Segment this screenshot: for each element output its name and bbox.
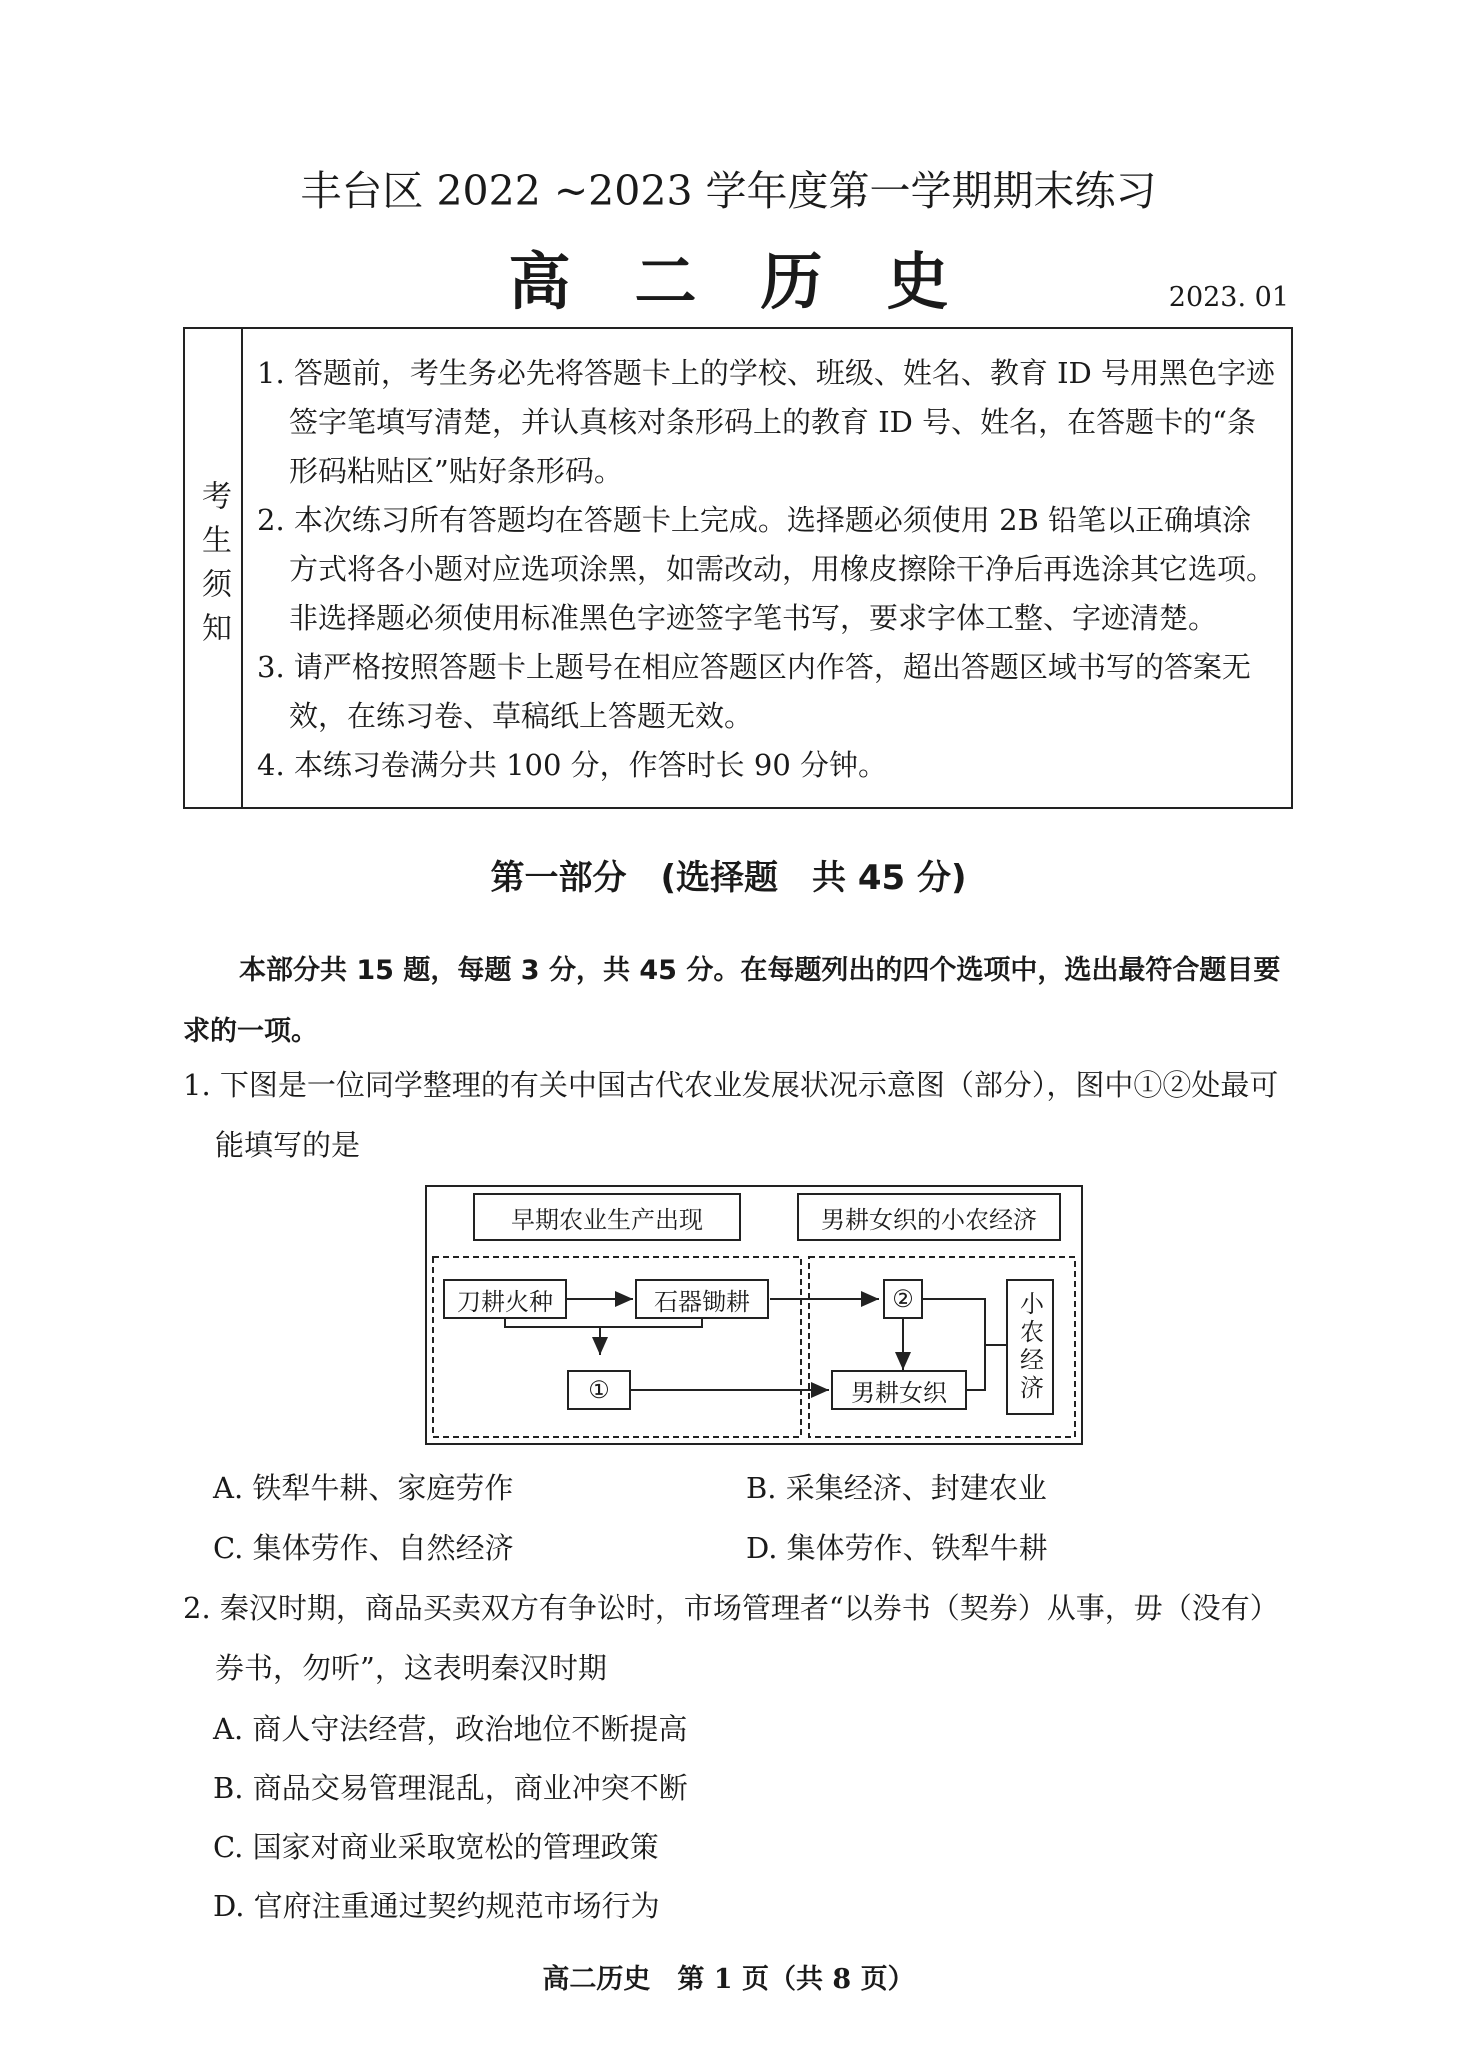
page-footer: 高二历史 第 1 页（共 8 页） — [542, 1964, 915, 1995]
section-intro: 本部分共 15 题，每题 3 分，共 45 分。在每题列出的四个选项中，选出最符合题目要求的一项。 — [183, 955, 1281, 1047]
agriculture-diagram — [425, 1185, 1083, 1445]
q1-option-c: C. 集体劳作、自然经济 — [213, 1531, 514, 1565]
box-slash-burn: 刀耕火种 — [443, 1279, 567, 1319]
notice-items — [257, 349, 1279, 790]
notice-item: 2. 本次练习所有答题均在答题卡上完成。选择题必须使用 2B 铅笔以正确填涂方式将各小题对应选项涂黑，如需改动，用橡皮擦除干净后再选涂其它选项。非选择题必须使用标准黑色字迹签字笔书写，要求字体工整、字迹清楚。 — [257, 503, 1276, 635]
question-2-stem: 2. 秦汉时期，商品买卖双方有争讼时，市场管理者“以券书（契券）从事，毋（没有）券书，勿听”，这表明秦汉时期 — [183, 1591, 1279, 1685]
box-small-peasant: 小农经济 — [1006, 1279, 1054, 1415]
box-stone-hoe: 石器锄耕 — [635, 1279, 769, 1319]
q1-option-a: A. 铁犁牛耕、家庭劳作 — [213, 1471, 514, 1505]
q1-option-b: B. 采集经济、封建农业 — [746, 1471, 1047, 1505]
notice-item: 4. 本练习卷满分共 100 分，作答时长 90 分钟。 — [257, 748, 888, 782]
notice-item: 3. 请严格按照答题卡上题号在相应答题区内作答，超出答题区域书写的答案无效，在练习卷、草稿纸上答题无效。 — [257, 650, 1251, 733]
q2-option-c: C. 国家对商业采取宽松的管理政策 — [213, 1830, 659, 1864]
candidate-notice — [183, 327, 1293, 809]
notice-item: 1. 答题前，考生务必先将答题卡上的学校、班级、姓名、教育 ID 号用黑色字迹签字笔填写清楚，并认真核对条形码上的教育 ID 号、姓名，在答题卡的“条形码粘贴区”贴好条形码。 — [257, 356, 1276, 488]
box-blank-1: ① — [567, 1370, 631, 1410]
box-small-peasant-economy: 男耕女织的小农经济 — [797, 1193, 1061, 1241]
q2-option-a: A. 商人守法经营，政治地位不断提高 — [213, 1712, 688, 1746]
question-1-stem: 1. 下图是一位同学整理的有关中国古代农业发展状况示意图（部分），图中①②处最可能填写的是 — [183, 1068, 1279, 1162]
notice-label: 考生须知 — [196, 480, 231, 656]
box-blank-2: ② — [883, 1279, 923, 1319]
q1-option-d: D. 集体劳作、铁犁牛耕 — [746, 1531, 1048, 1565]
notice-label-cell — [185, 329, 243, 807]
exam-date: 2023. 01 — [1168, 282, 1289, 313]
box-early-agriculture: 早期农业生产出现 — [473, 1193, 741, 1241]
q2-option-b: B. 商品交易管理混乱，商业冲突不断 — [213, 1771, 688, 1805]
subject-title: 高二历史 — [508, 245, 1013, 318]
section-heading: 第一部分 (选择题 共 45 分) — [490, 858, 967, 898]
q2-option-d: D. 官府注重通过契约规范市场行为 — [213, 1889, 660, 1923]
box-men-farm-women-weave: 男耕女织 — [831, 1370, 967, 1410]
exam-title: 丰台区 2022 ~2023 学年度第一学期期末练习 — [300, 167, 1157, 215]
